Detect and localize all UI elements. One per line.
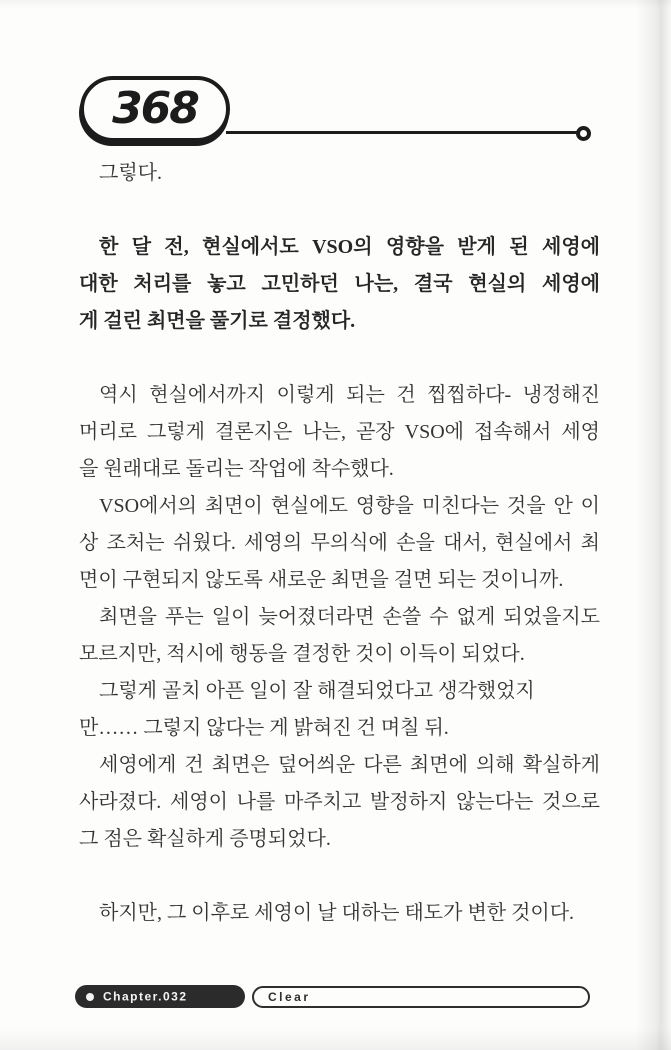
text-line: 그렇게 골치 아픈 일이 잘 해결되었다고 생각했었지 xyxy=(99,680,535,702)
text-line: 모르지만, 적시에 행동을 결정한 것이 이득이 되었다. xyxy=(79,643,525,665)
text-line: 그렇다. xyxy=(99,162,162,184)
text-line: 을 원래대로 돌리는 작업에 착수했다. xyxy=(79,458,394,480)
paragraph xyxy=(79,377,600,488)
page-number-badge xyxy=(80,76,230,142)
clear-button[interactable] xyxy=(252,986,590,1008)
text-line: 게 걸린 최면을 풀기로 결정했다. xyxy=(79,310,356,332)
text-line: 최면을 푸는 일이 늦어졌더라면 손쓸 수 없게 되었을지도 xyxy=(99,606,600,628)
line-end-ring-icon xyxy=(576,126,591,141)
text-line: 만…… 그렇지 않다는 게 밝혀진 건 며칠 뒤. xyxy=(79,717,449,739)
page-edge-shadow-right xyxy=(635,0,671,1050)
text-line: 그 점은 확실하게 증명되었다. xyxy=(79,828,331,850)
paragraph xyxy=(79,155,600,192)
paragraph xyxy=(79,673,600,747)
text-line: 머리로 그렇게 결론지은 나는, 곧장 VSO에 접속해서 세영 xyxy=(79,421,600,443)
page-edge-shadow-top xyxy=(0,0,671,8)
paragraph xyxy=(79,747,600,858)
text-line: 한 달 전, 현실에서도 VSO의 영향을 받게 된 세영에 xyxy=(99,236,600,258)
paragraph xyxy=(79,488,600,599)
page-number: 368 xyxy=(112,82,198,134)
chapter-badge xyxy=(75,985,245,1008)
clear-button-label: Clear xyxy=(268,990,311,1004)
text-line: 사라졌다. 세영이 나를 마주치고 발정하지 않는다는 것으로 xyxy=(79,791,600,813)
text-line: 상 조처는 쉬웠다. 세영의 무의식에 손을 대서, 현실에서 최 xyxy=(79,532,600,554)
body-text xyxy=(79,155,600,932)
text-line: 세영에게 건 최면은 덮어씌운 다른 최면에 의해 확실하게 xyxy=(99,754,600,776)
bullet-icon xyxy=(86,993,94,1001)
chapter-label: Chapter.032 xyxy=(103,989,188,1003)
paragraph xyxy=(79,599,600,673)
header-rule xyxy=(226,131,577,134)
text-line: 면이 구현되지 않도록 새로운 최면을 걸면 되는 것이니까. xyxy=(79,569,564,591)
text-line: 대한 처리를 놓고 고민하던 나는, 결국 현실의 세영에 xyxy=(79,273,600,295)
paragraph xyxy=(79,229,600,340)
text-line: VSO에서의 최면이 현실에도 영향을 미친다는 것을 안 이 xyxy=(99,495,600,517)
text-line: 역시 현실에서까지 이렇게 되는 건 찝찝하다- 냉정해진 xyxy=(99,384,600,406)
page-edge-shadow-bottom xyxy=(0,1028,671,1050)
paragraph xyxy=(79,895,600,932)
text-line: 하지만, 그 이후로 세영이 날 대하는 태도가 변한 것이다. xyxy=(99,902,575,924)
